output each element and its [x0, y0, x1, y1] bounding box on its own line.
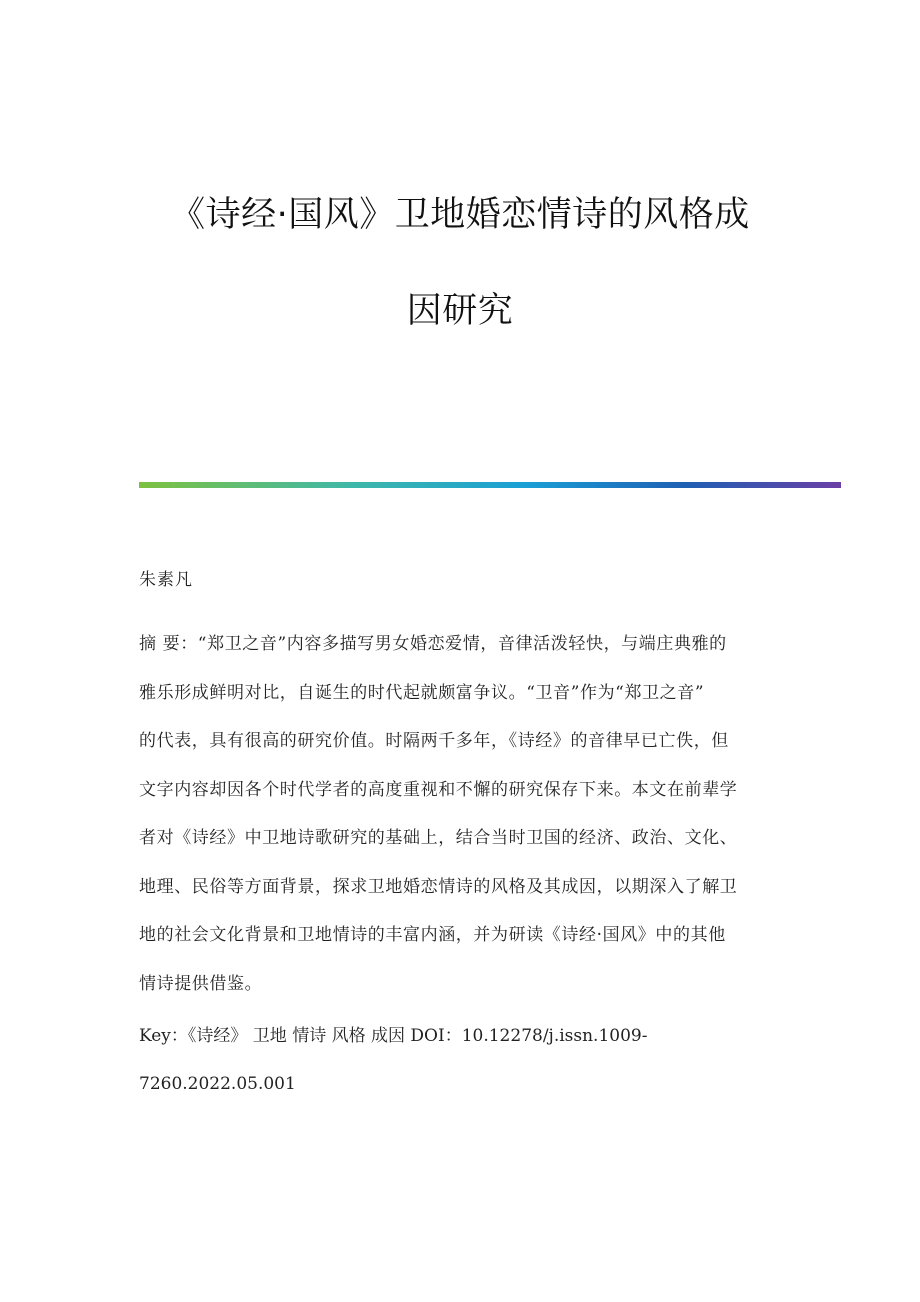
abstract-line: 雅乐形成鲜明对比，自诞生的时代起就颇富争议。“卫音”作为“郑卫之音”: [139, 682, 705, 703]
abstract-line: 地的社会文化背景和卫地情诗的丰富内涵，并为研读《诗经·国风》中的其他: [139, 925, 726, 945]
doi-continuation-line: 7260.2022.05.001: [139, 1074, 296, 1094]
title-line-2: 因研究: [406, 291, 514, 331]
abstract-paragraph: [139, 620, 779, 1008]
title-line-1: 《诗经·国风》卫地婚恋情诗的风格成: [170, 195, 750, 235]
abstract-line: 地理、民俗等方面背景，探求卫地婚恋情诗的风格及其成因，以期深入了解卫: [139, 876, 738, 897]
abstract-line: 者对《诗经》中卫地诗歌研究的基础上，结合当时卫国的经济、政治、文化、: [139, 828, 738, 848]
document-title: [100, 188, 820, 338]
keywords-doi: [139, 1012, 839, 1108]
author-name: 朱素凡: [139, 570, 193, 590]
abstract-line: 摘 要：“郑卫之音”内容多描写男女婚恋爱情，音律活泼轻快，与端庄典雅的: [139, 634, 727, 654]
abstract-line: 文字内容却因各个时代学者的高度重视和不懈的研究保存下来。本文在前辈学: [139, 779, 738, 800]
gradient-divider: [139, 482, 841, 488]
keywords-line: Key：《诗经》 卫地 情诗 风格 成因 DOI：10.12278/j.issn.1009-: [139, 1026, 648, 1046]
abstract-line: 的代表，具有很高的研究价值。时隔两千多年，《诗经》的音律早已亡佚，但: [139, 731, 729, 751]
abstract-line: 情诗提供借鉴。: [139, 973, 263, 994]
